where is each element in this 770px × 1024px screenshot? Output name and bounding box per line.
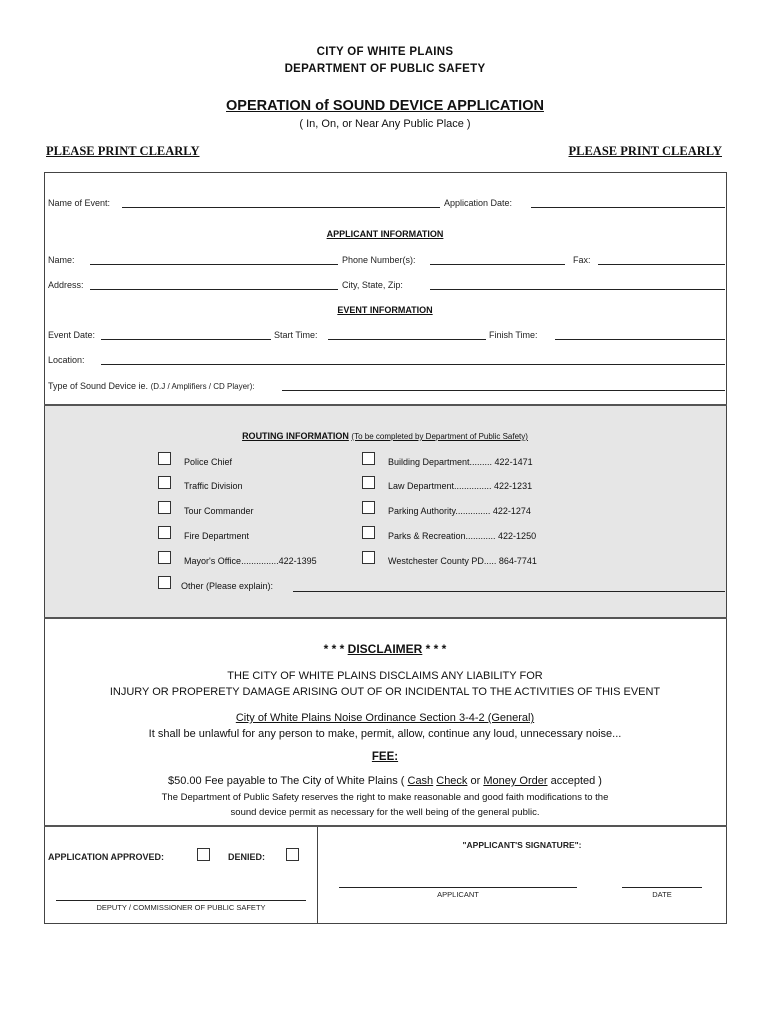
disclaimer-line-2: INJURY OR PROPERETY DAMAGE ARISING OUT OF OR INCIDENTAL TO THE ACTIVITIES OF THIS EVENT [109, 686, 661, 698]
name-of-event-field[interactable] [122, 207, 440, 208]
approved-checkbox[interactable] [197, 848, 210, 861]
other-explain-field[interactable] [293, 591, 725, 592]
law-department-checkbox[interactable] [362, 476, 375, 489]
name-of-event-label: Name of Event: [48, 198, 111, 208]
disclaimer-line-1: THE CITY OF WHITE PLAINS DISCLAIMS ANY LIABILITY FOR [227, 670, 543, 682]
denied-checkbox[interactable] [286, 848, 299, 861]
mayors-office-label: Mayor's Office...............422-1395 [184, 556, 317, 566]
city-name: CITY OF WHITE PLAINS [316, 46, 454, 58]
building-department-checkbox[interactable] [362, 452, 375, 465]
routing-bottom-divider [44, 617, 727, 619]
print-clearly-left: PLEASE PRINT CLEARLY [46, 144, 200, 158]
fee-heading: FEE: [371, 751, 399, 763]
event-information-heading: EVENT INFORMATION [337, 305, 433, 315]
address-field[interactable] [90, 289, 338, 290]
routing-heading: ROUTING INFORMATION (To be completed by Department of Public Safety) [242, 431, 528, 441]
noise-ordinance-title: City of White Plains Noise Ordinance Section 3-4-2 (General) [235, 712, 535, 724]
parking-authority-checkbox[interactable] [362, 501, 375, 514]
footer-divider [44, 825, 727, 827]
other-checkbox[interactable] [158, 576, 171, 589]
application-approved-label: APPLICATION APPROVED: [48, 852, 165, 862]
fire-department-checkbox[interactable] [158, 526, 171, 539]
fax-label: Fax: [573, 255, 591, 265]
building-department-label: Building Department......... 422-1471 [388, 457, 533, 467]
form-title: OPERATION of SOUND DEVICE APPLICATION [226, 98, 544, 114]
police-chief-checkbox[interactable] [158, 452, 171, 465]
rights-line-2: sound device permit as necessary for the well being of the general public. [230, 807, 540, 818]
name-label: Name: [48, 255, 75, 265]
department-name: DEPARTMENT OF PUBLIC SAFETY [284, 63, 486, 75]
fire-department-label: Fire Department [184, 531, 250, 541]
city-state-zip-field[interactable] [430, 289, 725, 290]
fee-text: $50.00 Fee payable to The City of White Plains ( Cash Check or Money Order accepted ) [168, 775, 602, 787]
rights-line-1: The Department of Public Safety reserves the right to make reasonable and good faith modifications to the [161, 792, 609, 803]
phone-field[interactable] [430, 264, 565, 265]
deputy-signature-line[interactable] [56, 900, 306, 901]
sound-device-label: Type of Sound Device ie. (D.J / Amplifiers / CD Player): [48, 381, 255, 391]
westchester-county-pd-label: Westchester County PD..... 864-7741 [388, 556, 537, 566]
print-clearly-right: PLEASE PRINT CLEARLY [568, 144, 722, 158]
form-subtitle: ( In, On, or Near Any Public Place ) [299, 118, 471, 130]
parks-recreation-label: Parks & Recreation............ 422-1250 [388, 531, 537, 541]
application-date-label: Application Date: [444, 198, 513, 208]
event-date-label: Event Date: [48, 330, 96, 340]
deputy-commissioner-label: DEPUTY / COMMISSIONER OF PUBLIC SAFETY [96, 903, 266, 912]
noise-ordinance-text: It shall be unlawful for any person to make, permit, allow, continue any loud, unnecessary noise... [148, 728, 622, 740]
denied-label: DENIED: [228, 852, 266, 862]
parks-recreation-checkbox[interactable] [362, 526, 375, 539]
start-time-label: Start Time: [274, 330, 318, 340]
disclaimer-heading: * * * DISCLAIMER * * * [323, 642, 447, 656]
mayors-office-checkbox[interactable] [158, 551, 171, 564]
location-field[interactable] [101, 364, 725, 365]
tour-commander-checkbox[interactable] [158, 501, 171, 514]
traffic-division-label: Traffic Division [184, 481, 243, 491]
applicant-information-heading: APPLICANT INFORMATION [326, 229, 444, 239]
name-field[interactable] [90, 264, 338, 265]
date-label: DATE [652, 890, 672, 899]
address-label: Address: [48, 280, 84, 290]
phone-label: Phone Number(s): [342, 255, 416, 265]
sound-device-field[interactable] [282, 390, 725, 391]
tour-commander-label: Tour Commander [184, 506, 254, 516]
parking-authority-label: Parking Authority.............. 422-1274 [388, 506, 531, 516]
date-line[interactable] [622, 887, 702, 888]
location-label: Location: [48, 355, 85, 365]
event-date-field[interactable] [101, 339, 271, 340]
westchester-county-pd-checkbox[interactable] [362, 551, 375, 564]
police-chief-label: Police Chief [184, 457, 233, 467]
start-time-field[interactable] [328, 339, 486, 340]
applicant-signature-line[interactable] [339, 887, 577, 888]
finish-time-field[interactable] [555, 339, 725, 340]
applicant-label: APPLICANT [437, 890, 479, 899]
law-department-label: Law Department............... 422-1231 [388, 481, 533, 491]
traffic-division-checkbox[interactable] [158, 476, 171, 489]
application-date-field[interactable] [531, 207, 725, 208]
finish-time-label: Finish Time: [489, 330, 538, 340]
city-state-zip-label: City, State, Zip: [342, 280, 403, 290]
fax-field[interactable] [598, 264, 725, 265]
applicant-signature-label: "APPLICANT'S SIGNATURE": [462, 840, 582, 850]
other-label: Other (Please explain): [181, 581, 274, 591]
